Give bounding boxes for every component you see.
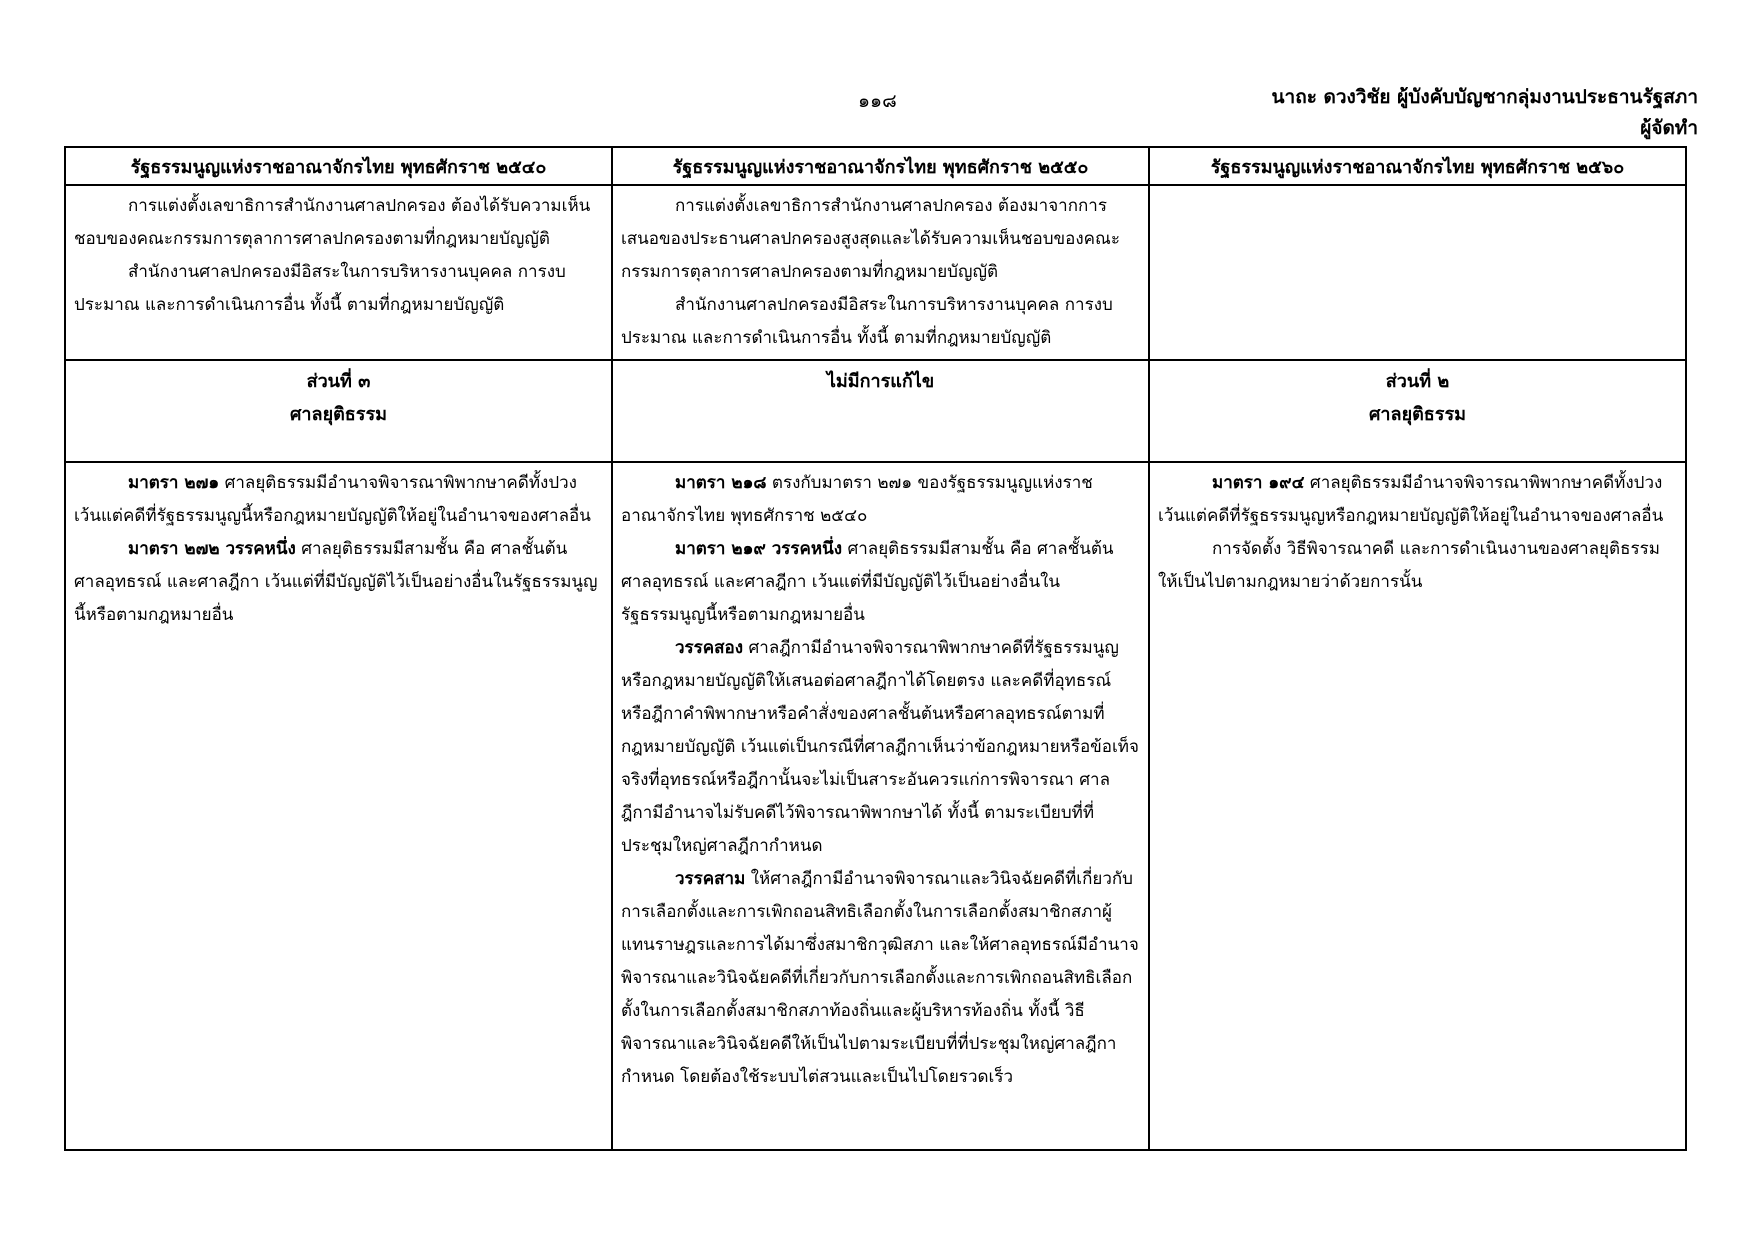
column-header-2540: รัฐธรรมนูญแห่งราชอาณาจักรไทย พุทธศักราช ๒๕๔๐	[65, 147, 612, 185]
section-paragraph	[621, 863, 1140, 1094]
paragraph: สำนักงานศาลปกครองมีอิสระในการบริหารงานบุคคล การงบประมาณ และการดำเนินการอื่น ทั้งนี้ ตามที่กฎหมายบัญญัติ	[621, 295, 1113, 348]
section-text: ศาลฎีกามีอำนาจพิจารณาพิพากษาคดีที่รัฐธรรมนูญหรือกฎหมายบัญญัติให้เสนอต่อศาลฎีกาได้โดยตรง และคดีที่อุทธรณ์หรือฎีกาคำพิพากษาหรือคำสั่งของศาลชั้นต้นหรือศาลอุทธรณ์ตามที่กฎหมายบัญญัติ เว้นแต่เป็นกรณีที่ศาลฎีกาเห็นว่าข้อกฎหมายหรือข้อเท็จจริงที่อุทธรณ์หรือฎีกานั้นจะไม่เป็นสาระอันควรแก่การพิจารณา ศาลฎีกามีอำนาจไม่รับคดีไว้พิจารณาพิพากษาได้ ทั้งนี้ ตามระเบียบที่ที่ประชุมใหญ่ศาลฎีกากำหนด	[621, 638, 1139, 856]
section-text: ให้ศาลฎีกามีอำนาจพิจารณาและวินิจฉัยคดีที่เกี่ยวกับการเลือกตั้งและการเพิกถอนสิทธิเลือกตั้งในการเลือกตั้งสมาชิกสภาผู้แทนราษฎรและการได้มาซึ่งสมาชิกวุฒิสภา และให้ศาลอุทธรณ์มีอำนาจพิจารณาและวินิจฉัยคดีที่เกี่ยวกับการเลือกตั้งและการเพิกถอนสิทธิเลือกตั้งในการเลือกตั้งสมาชิกสภาท้องถิ่นและผู้บริหารท้องถิ่น ทั้งนี้ วิธีพิจารณาและวินิจฉัยคดีให้เป็นไปตามระเบียบที่ที่ประชุมใหญ่ศาลฎีกากำหนด โดยต้องใช้ระบบไต่สวนและเป็นไปโดยรวดเร็ว	[621, 869, 1139, 1087]
cell-2540-continuation	[65, 185, 612, 360]
section-paragraph	[621, 533, 1140, 632]
section-paragraph	[621, 632, 1140, 863]
column-header-2560: รัฐธรรมนูญแห่งราชอาณาจักรไทย พุทธศักราช ๒๕๖๐	[1149, 147, 1686, 185]
column-header-2550: รัฐธรรมนูญแห่งราชอาณาจักรไทย พุทธศักราช ๒๕๕๐	[612, 147, 1149, 185]
section-heading: มาตรา ๒๑๙ วรรคหนึ่ง	[675, 539, 843, 559]
part-title: ศาลยุติธรรม	[290, 404, 387, 425]
section-heading: มาตรา ๑๙๔	[1212, 473, 1305, 493]
section-heading: มาตรา ๒๑๘	[675, 473, 767, 493]
part-number: ส่วนที่ ๒	[1385, 371, 1450, 392]
section-text: ศาลยุติธรรมมีอำนาจพิจารณาพิพากษาคดีทั้งปวง เว้นแต่คดีที่รัฐธรรมนูญนี้หรือกฎหมายบัญญัติให้อยู่ในอำนาจของศาลอื่น	[74, 473, 591, 526]
cell-2550-continuation	[612, 185, 1149, 360]
section-text: ศาลยุติธรรมมีสามชั้น คือ ศาลชั้นต้น ศาลอุทธรณ์ และศาลฎีกา เว้นแต่ที่มีบัญญัติไว้เป็นอย่างอื่นในรัฐธรรมนูญนี้หรือตามกฎหมายอื่น	[621, 539, 1114, 625]
cell-2540-part	[65, 360, 612, 462]
part-heading-row	[65, 360, 1686, 462]
section-paragraph	[74, 533, 603, 632]
section-text: ศาลยุติธรรมมีอำนาจพิจารณาพิพากษาคดีทั้งปวง เว้นแต่คดีที่รัฐธรรมนูญหรือกฎหมายบัญญัติให้อยู่ในอำนาจของศาลอื่น	[1158, 473, 1664, 526]
section-text: ตรงกับมาตรา ๒๗๑ ของรัฐธรรมนูญแห่งราชอาณาจักรไทย พุทธศักราช ๒๕๔๐	[621, 473, 1093, 526]
page-number: ๑๑๘	[858, 90, 897, 112]
cell-2560-body	[1149, 462, 1686, 1150]
part-number: ส่วนที่ ๓	[306, 371, 371, 392]
author-credit	[1272, 82, 1698, 144]
continuation-row	[65, 185, 1686, 360]
section-paragraph	[1158, 467, 1677, 533]
cell-2560-continuation	[1149, 185, 1686, 360]
paragraph: การแต่งตั้งเลขาธิการสำนักงานศาลปกครอง ต้องได้รับความเห็นชอบของคณะกรรมการตุลาการศาลปกครองตามที่กฎหมายบัญญัติ	[74, 196, 591, 249]
cell-2550-part	[612, 360, 1149, 462]
section-heading: มาตรา ๒๗๒ วรรคหนึ่ง	[128, 539, 296, 559]
author-role: ผู้จัดทำ	[1640, 117, 1698, 139]
cell-2550-body	[612, 462, 1149, 1150]
section-paragraph	[74, 467, 603, 533]
author-line: นาถะ ดวงวิชัย ผู้บังคับบัญชากลุ่มงานประธานรัฐสภา	[1271, 86, 1698, 108]
cell-2540-body	[65, 462, 612, 1150]
section-heading: มาตรา ๒๗๑	[128, 473, 220, 493]
paragraph: การแต่งตั้งเลขาธิการสำนักงานศาลปกครอง ต้องมาจากการเสนอของประธานศาลปกครองสูงสุดและได้รับความเห็นชอบของคณะกรรมการตุลาการศาลปกครองตามที่กฎหมายบัญญัติ	[621, 196, 1120, 282]
paragraph: สำนักงานศาลปกครองมีอิสระในการบริหารงานบุคคล การงบประมาณ และการดำเนินการอื่น ทั้งนี้ ตามที่กฎหมายบัญญัติ	[74, 262, 566, 315]
section-paragraph	[621, 467, 1140, 533]
section-text: ศาลยุติธรรมมีสามชั้น คือ ศาลชั้นต้น ศาลอุทธรณ์ และศาลฎีกา เว้นแต่ที่มีบัญญัติไว้เป็นอย่างอื่นในรัฐธรรมนูญนี้หรือตามกฎหมายอื่น	[74, 539, 598, 625]
part-title: ศาลยุติธรรม	[1369, 404, 1466, 425]
cell-2560-part	[1149, 360, 1686, 462]
section-heading: วรรคสอง	[675, 638, 744, 658]
section-heading: วรรคสาม	[675, 869, 746, 889]
body-row	[65, 462, 1686, 1150]
no-amendment-note: ไม่มีการแก้ไข	[826, 371, 935, 392]
section-paragraph: การจัดตั้ง วิธีพิจารณาคดี และการดำเนินงานของศาลยุติธรรมให้เป็นไปตามกฎหมายว่าด้วยการนั้น	[1158, 539, 1660, 592]
header-row	[65, 147, 1686, 185]
comparison-table	[64, 146, 1687, 1151]
